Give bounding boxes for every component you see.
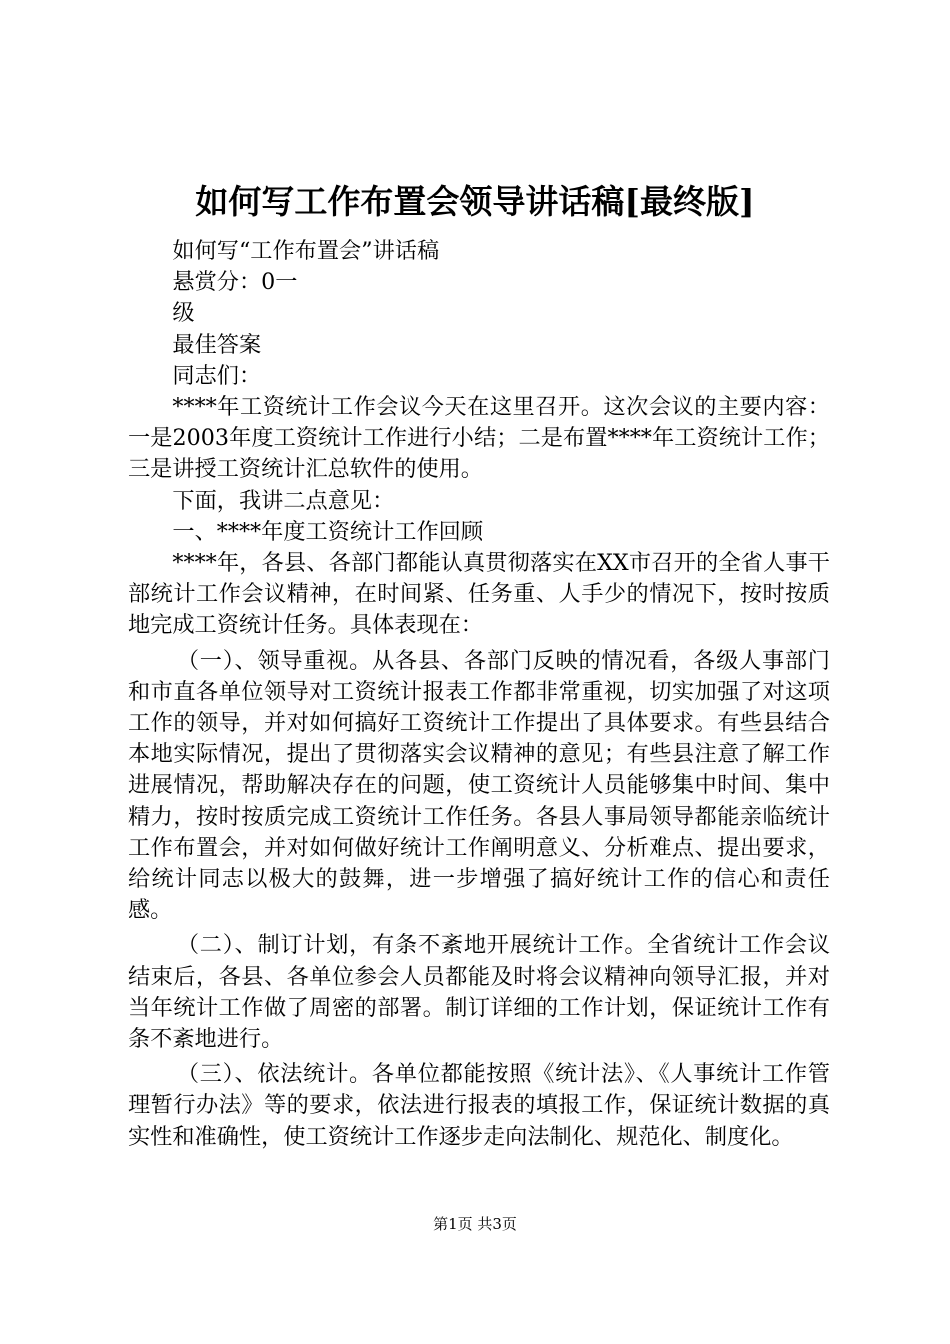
best-answer-label: 最佳答案 — [172, 331, 262, 358]
body-paragraph: 下面，我讲二点意见： — [172, 487, 395, 514]
subtitle-line: 如何写“工作布置会”讲话稿 — [172, 238, 440, 264]
document-body — [128, 236, 830, 1153]
page-number: 第1页 共3页 — [433, 1215, 517, 1233]
bounty-line: 悬赏分：0一 — [172, 269, 298, 296]
body-paragraph: ****年，各县、各部门都能认真贯彻落实在XX市召开的全省人事干部统计工作会议精神，在时间紧、任务重、人手少的情况下，按时按质地完成工资统计任务。具体表现在： — [128, 550, 830, 639]
body-paragraph: （三）、依法统计。各单位都能按照《统计法》、《人事统计工作管理暂行办法》等的要求，依法进行报表的填报工作，保证统计数据的真实性和准确性，使工资统计工作逐步走向法制化、规范化、制度化。 — [128, 1061, 830, 1150]
body-paragraph: （一）、领导重视。从各县、各部门反映的情况看，各级人事部门和市直各单位领导对工资统计报表工作都非常重视，切实加强了对这项工作的领导，并对如何搞好工资统计工作提出了具体要求。有些县结合本地实际情况，提出了贯彻落实会议精神的意见；有些县注意了解工作进展情况，帮助解决存在的问题，使工资统计人员能够集中时间、集中精力，按时按质完成工资统计工作任务。各县人事局领导都能亲临统计工作布置会，并对如何做好统计工作阐明意义、分析难点、提出要求，给统计同志以极大的鼓舞，进一步增强了搞好统计工作的信心和责任感。 — [128, 647, 830, 924]
salutation: 同志们： — [172, 362, 262, 389]
body-paragraph: （二）、制订计划，有条不紊地开展统计工作。全省统计工作会议结束后，各县、各单位参会人员都能及时将会议精神向领导汇报，并对当年统计工作做了周密的部署。制订详细的工作计划，保证统计工作有条不紊地进行。 — [128, 932, 830, 1053]
level-line: 级 — [172, 300, 195, 327]
document-title: 如何写工作布置会领导讲话稿[最终版] — [195, 182, 755, 221]
section-heading: 一、****年度工资统计工作回顾 — [172, 518, 484, 545]
body-paragraph: ****年工资统计工作会议今天在这里召开。这次会议的主要内容：一是2003年度工资统计工作进行小结；二是布置****年工资统计工作；三是讲授工资统计汇总软件的使用。 — [128, 394, 830, 483]
